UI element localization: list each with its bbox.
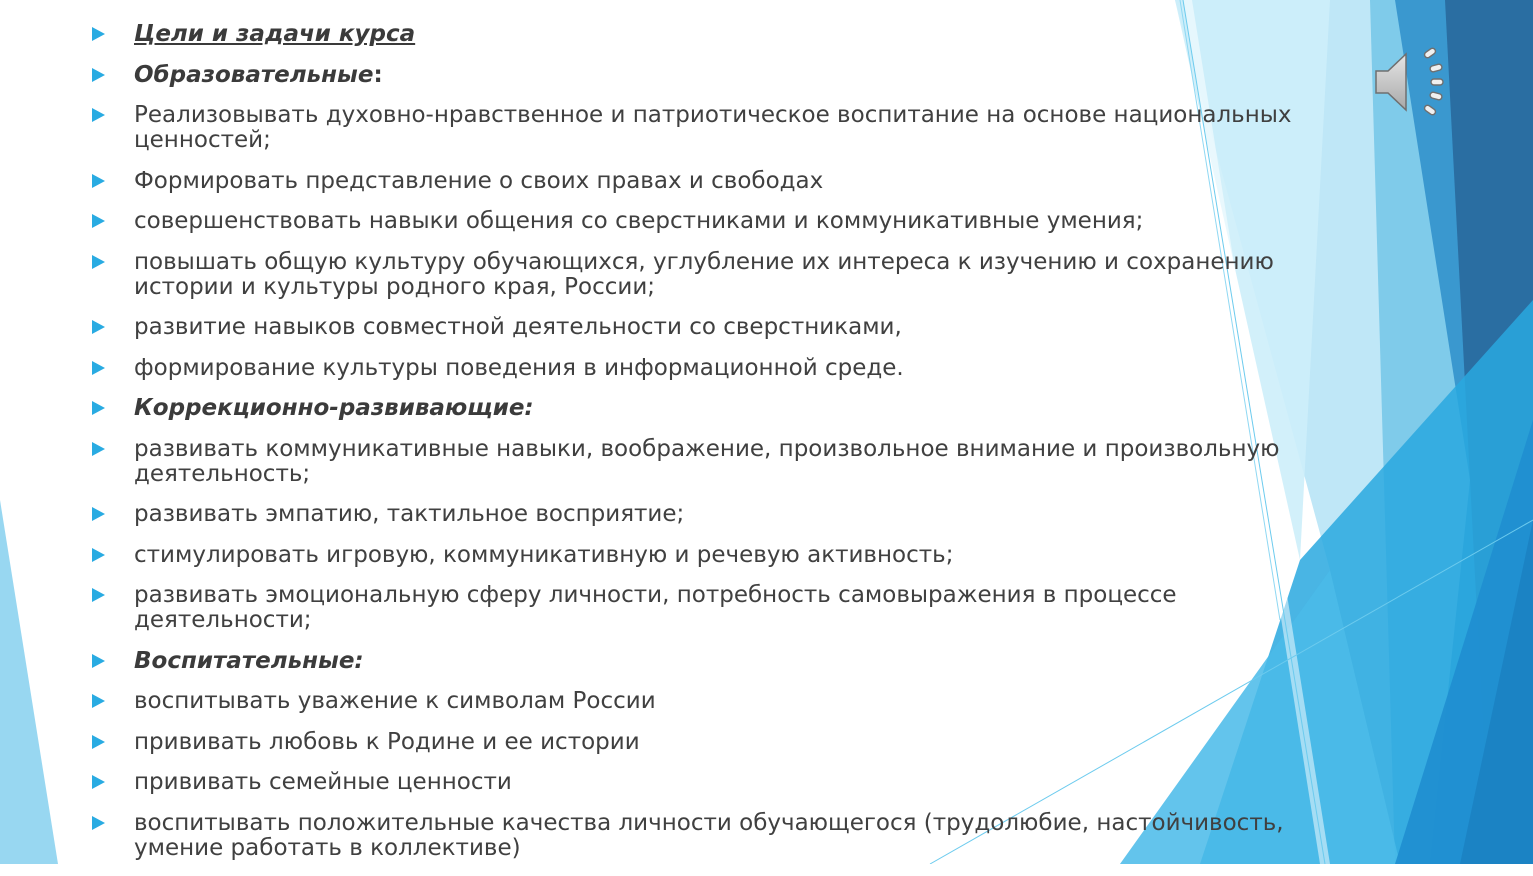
bullet-arrow-icon [92, 816, 105, 830]
bullet-arrow-icon [92, 27, 105, 41]
bullet-arrow-icon [92, 401, 105, 415]
list-item-text: формирование культуры поведения в информационной среде. [134, 354, 904, 381]
list-item [90, 103, 1360, 153]
list-item-text: стимулировать игровую, коммуникативную и речевую активность; [134, 541, 954, 568]
list-item [90, 209, 1360, 234]
list-item [90, 437, 1360, 487]
bullet-arrow-icon [92, 588, 105, 602]
list-item [90, 22, 1360, 47]
list-item [90, 689, 1360, 714]
bullet-arrow-icon [92, 68, 105, 82]
list-item-text: развитие навыков совместной деятельности со сверстниками, [134, 314, 902, 340]
list-item [90, 356, 1360, 381]
bullet-arrow-icon [92, 255, 105, 269]
list-item-text: развивать коммуникативные навыки, воображение, произвольное внимание и произвольную деятельность; [134, 435, 1280, 487]
list-item-text: развивать эмпатию, тактильное восприятие; [134, 501, 685, 527]
list-item-suffix: : [373, 61, 383, 88]
list-item-text: прививать семейные ценности [134, 769, 512, 795]
list-item [90, 543, 1360, 568]
bullet-arrow-icon [92, 654, 105, 668]
list-item [90, 396, 1360, 421]
list-item [90, 315, 1360, 340]
list-item [90, 583, 1360, 633]
list-item-text: развивать эмоциональную сферу личности, потребность самовыражения в процессе деятельности; [134, 582, 1177, 633]
bullet-arrow-icon [92, 108, 105, 122]
list-item-text: Образовательные [134, 61, 374, 88]
bullet-arrow-icon [92, 214, 105, 228]
bullet-arrow-icon [92, 694, 105, 708]
list-item [90, 63, 1360, 88]
bullet-arrow-icon [92, 320, 105, 334]
bullet-arrow-icon [92, 507, 105, 521]
bullet-arrow-icon [92, 775, 105, 789]
list-item [90, 811, 1360, 861]
list-item [90, 649, 1360, 674]
list-item-text: повышать общую культуру обучающихся, углубление их интереса к изучению и сохранению истории и культуры родного края, России; [134, 248, 1274, 300]
bullet-arrow-icon [92, 442, 105, 456]
list-item-text: Воспитательные: [134, 647, 364, 674]
list-item [90, 502, 1360, 527]
list-item-text: воспитывать уважение к символам России [134, 688, 656, 714]
list-item-text: Реализовывать духовно-нравственное и патриотическое воспитание на основе национальных ценностей; [134, 102, 1292, 153]
list-item [90, 169, 1360, 194]
list-item [90, 250, 1360, 300]
bullet-arrow-icon [92, 548, 105, 562]
speaker-with-sound-waves-icon[interactable] [1368, 44, 1452, 120]
list-item [90, 770, 1360, 795]
list-item-text: совершенствовать навыки общения со сверстниками и коммуникативные умения; [134, 208, 1144, 234]
list-item-text: Формировать представление о своих правах и свободах [134, 167, 824, 194]
list-item-text: воспитывать положительные качества личности обучающегося (трудолюбие, настойчивость, умение работать в коллективе) [134, 809, 1284, 861]
list-item [90, 730, 1360, 755]
list-item-text: Коррекционно-развивающие: [134, 395, 534, 421]
bullet-list [90, 22, 1360, 876]
bullet-arrow-icon [92, 735, 105, 749]
list-item-text: Цели и задачи курса [134, 21, 416, 47]
bullet-arrow-icon [92, 174, 105, 188]
list-item-text: прививать любовь к Родине и ее истории [134, 728, 640, 755]
bullet-arrow-icon [92, 361, 105, 375]
